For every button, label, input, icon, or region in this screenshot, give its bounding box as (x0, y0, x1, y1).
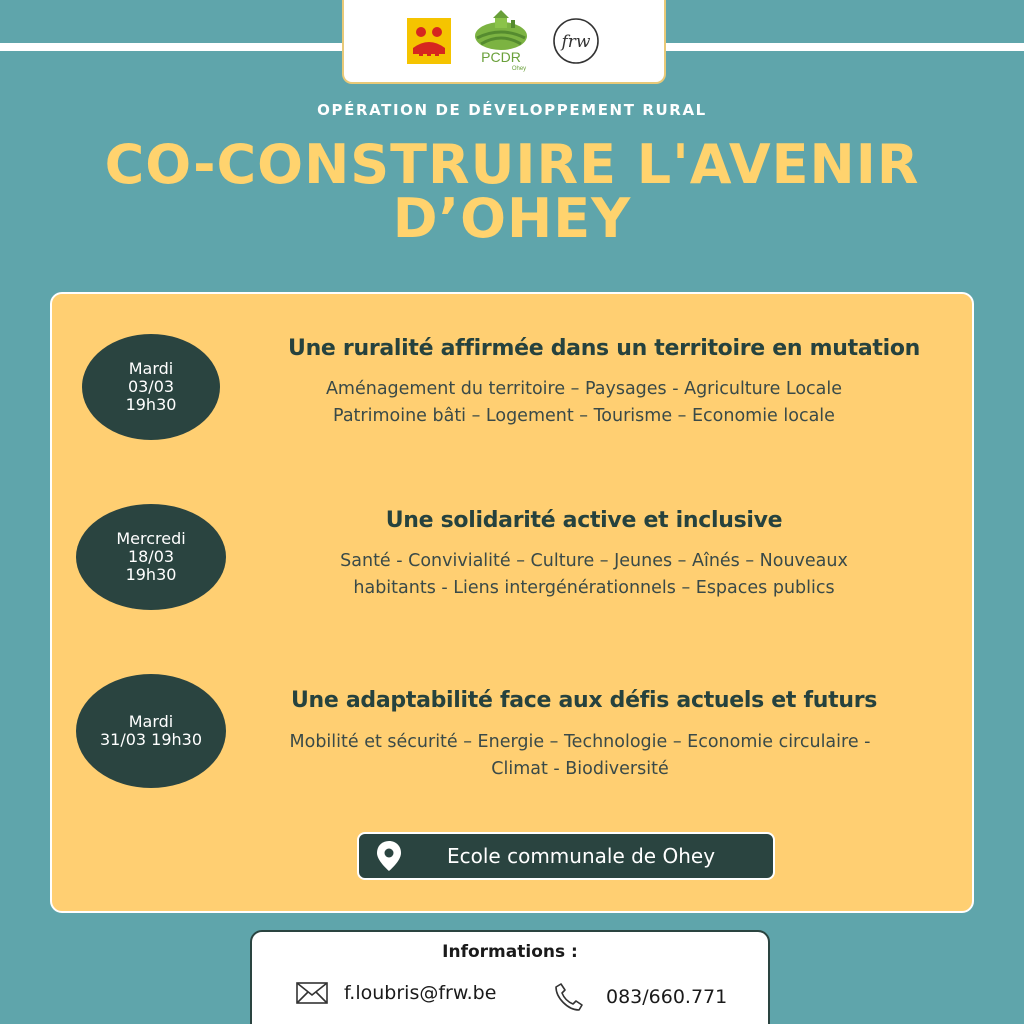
session-topics (248, 729, 912, 783)
map-pin-icon (359, 841, 419, 871)
session-date-badge (76, 674, 226, 788)
frw-logo-text: frw (561, 32, 591, 52)
commune-ohey-crest-icon (407, 18, 451, 64)
date-line: 03/03 (127, 377, 175, 396)
header-line-right (660, 43, 1024, 51)
envelope-icon (296, 982, 328, 1004)
topics-line: habitants - Liens intergénérationnels – Espaces publics (353, 578, 835, 598)
topics-line: Mobilité et sécurité – Energie – Technologie – Economie circulaire - (289, 732, 871, 752)
date-line: 18/03 (127, 547, 175, 566)
info-panel (250, 930, 770, 1024)
email-contact[interactable] (296, 982, 496, 1004)
session-title: Une adaptabilité face aux défis actuels et futurs (290, 688, 878, 713)
eyebrow-text: OPÉRATION DE DÉVELOPPEMENT RURAL (317, 101, 707, 119)
header-line-left (0, 43, 380, 51)
date-line: Mardi (128, 712, 174, 731)
frw-logo-icon (551, 16, 601, 66)
session-date-badge (76, 504, 226, 610)
location-badge (357, 832, 775, 880)
email-text[interactable]: f.loubris@frw.be (344, 982, 497, 1004)
phone-icon (554, 982, 584, 1012)
pcdr-logo-text: PCDR (481, 49, 521, 65)
location-text: Ecole communale de Ohey (447, 844, 716, 868)
session-title: Une ruralité affirmée dans un territoire en mutation (288, 336, 920, 361)
page-title (0, 133, 1024, 250)
topics-line: Santé - Convivialité – Culture – Jeunes – Aînés – Nouveaux (340, 551, 848, 571)
sessions-card (50, 292, 974, 913)
date-line: Mercredi (116, 529, 186, 548)
pcdr-logo-subtext: Ohey (511, 66, 527, 72)
session-date-badge (82, 334, 220, 440)
date-line: 31/03 19h30 (99, 730, 203, 749)
date-line: 19h30 (125, 395, 177, 414)
logo-bar (342, 0, 666, 84)
date-line: 19h30 (125, 565, 177, 584)
topics-line: Climat - Biodiversité (491, 759, 669, 779)
title-line-1: CO-CONSTRUIRE L'AVENIR (104, 133, 920, 196)
date-line: Mardi (128, 359, 174, 378)
session-topics (262, 548, 926, 602)
topics-line: Aménagement du territoire – Paysages - Agriculture Locale (325, 379, 843, 399)
title-line-2: D’OHEY (392, 187, 632, 250)
phone-contact[interactable] (554, 982, 727, 1012)
phone-text[interactable]: 083/660.771 (606, 986, 728, 1008)
session-title: Une solidarité active et inclusive (385, 508, 783, 533)
session-topics (252, 376, 916, 430)
info-title: Informations : (442, 942, 578, 962)
pcdr-ohey-logo-icon (473, 10, 529, 72)
topics-line: Patrimoine bâti – Logement – Tourisme – Economie locale (333, 406, 835, 426)
